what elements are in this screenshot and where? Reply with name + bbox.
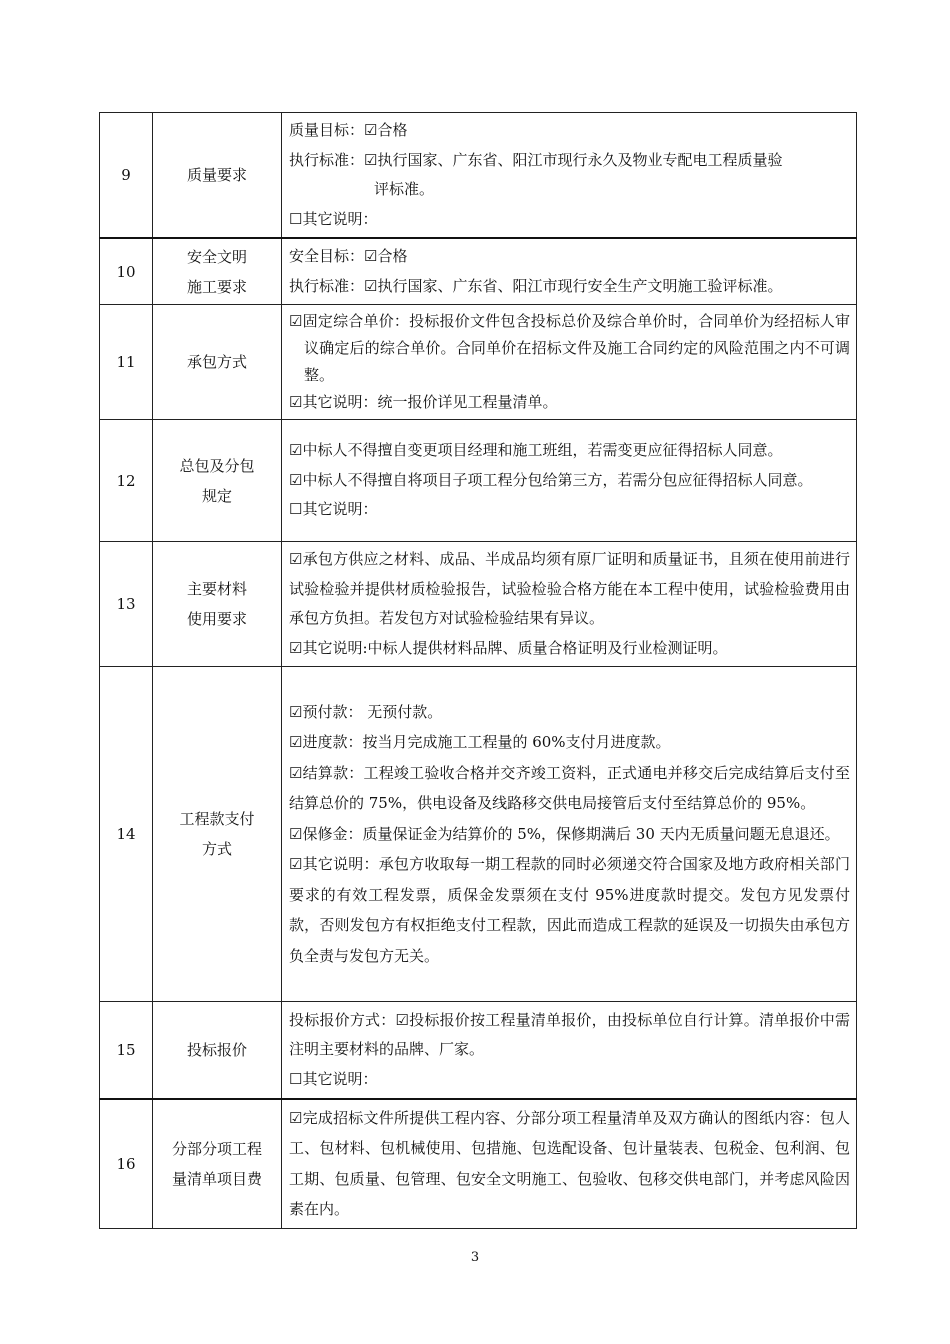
content-line: ☑其它说明：统一报价详见工程量清单。 (289, 393, 558, 411)
row-title-line: 投标报价 (186, 1040, 247, 1059)
content-line: ☑固定综合单价：投标报价文件包含投标总价及综合单价时，合同单价为经招标人审议确定后的综合单价。合同单价在招标文件及施工合同约定的风险范围之内不可调整。 (289, 312, 850, 384)
content-line: ☑中标人不得擅自将项目子项工程分包给第三方，若需分包应征得招标人同意。 (289, 470, 813, 489)
content-line: ☑承包方供应之材料、成品、半成品均须有原厂证明和质量证书，且须在使用前进行试验检验并提供材质检验报告，试验检验合格方能在本工程中使用，试验检验费用由承包方负担。若发包方对试验检验结果有异议。 (289, 550, 850, 627)
row-number: 9 (100, 113, 153, 239)
content-line: ☑中标人不得擅自变更项目经理和施工班组，若需变更应征得招标人同意。 (289, 441, 783, 460)
row-content (282, 1002, 857, 1099)
row-title-line: 规定 (201, 486, 232, 505)
content-line: ☑预付款： 无预付款。 (289, 702, 443, 721)
row-title-line: 安全文明 (186, 247, 247, 266)
content-line: ☑保修金：质量保证金为结算价的 5%，保修期满后 30 天内无质量问题无息退还。 (289, 824, 840, 843)
row-content (282, 238, 857, 305)
content-line: ☑其它说明:中标人提供材料品牌、质量合格证明及行业检测证明。 (289, 638, 728, 657)
row-title (153, 1002, 282, 1099)
row-title-line: 质量要求 (186, 166, 247, 184)
row-content (282, 113, 857, 239)
row-number: 10 (100, 238, 153, 305)
content-line: ☑结算款：工程竣工验收合格并交齐竣工资料，正式通电并移交后完成结算后支付至结算总价的 75%，供电设备及线路移交供电局接管后支付至结算总价的 95%。 (289, 763, 850, 813)
page-number: 3 (470, 1250, 480, 1265)
row-number: 15 (100, 1002, 153, 1099)
row-title (153, 238, 282, 305)
row-title (153, 1099, 282, 1229)
row-title-line: 方式 (201, 840, 232, 858)
table-row (100, 667, 857, 1002)
content-line: ☐其它说明： (289, 209, 378, 228)
content-line: 安全目标：☑合格 (289, 247, 408, 265)
table-row (100, 542, 857, 667)
row-title (153, 420, 282, 542)
row-title (153, 667, 282, 1002)
row-title (153, 113, 282, 239)
row-content (282, 542, 857, 667)
table-row (100, 238, 857, 305)
content-line: 质量目标：☑合格 (289, 121, 408, 139)
row-content (282, 420, 857, 542)
row-number: 13 (100, 542, 153, 667)
content-line: ☐其它说明： (289, 500, 378, 519)
table-row (100, 1002, 857, 1099)
row-title-line: 使用要求 (186, 610, 247, 628)
content-line: ☐其它说明： (289, 1069, 378, 1088)
content-line: 执行标准：☑执行国家、广东省、阳江市现行安全生产文明施工验评标准。 (289, 276, 783, 295)
row-title-line: 工程款支付 (179, 810, 255, 828)
row-content (282, 667, 857, 1002)
content-line: ☑进度款：按当月完成施工工程量的 60%支付月进度款。 (289, 733, 671, 752)
row-title (153, 305, 282, 420)
requirements-table (99, 112, 857, 1229)
row-title-line: 分部分项工程 (171, 1139, 262, 1158)
content-line: 评标准。 (374, 180, 435, 198)
row-title-line: 主要材料 (186, 580, 247, 598)
row-number: 12 (100, 420, 153, 542)
row-title-line: 总包及分包 (179, 456, 255, 475)
row-title-line: 量清单项目费 (171, 1169, 262, 1188)
table-row (100, 113, 857, 239)
row-title-line: 承包方式 (186, 353, 247, 371)
content-line: ☑完成招标文件所提供工程内容、分部分项工程量清单及双方确认的图纸内容：包人工、包材料、包机械使用、包措施、包选配设备、包计量装表、包税金、包利润、包工期、包质量、包管理、包安全文明施工、包验收、包移交供电部门，并考虑风险因素在内。 (289, 1108, 850, 1219)
row-title-line: 施工要求 (186, 277, 247, 296)
table-row (100, 420, 857, 542)
table-row (100, 305, 857, 420)
row-number: 11 (100, 305, 153, 420)
row-title (153, 542, 282, 667)
content-line: 执行标准：☑执行国家、广东省、阳江市现行永久及物业专配电工程质量验 (289, 150, 783, 169)
row-number: 16 (100, 1099, 153, 1229)
row-number: 14 (100, 667, 153, 1002)
content-line: ☑其它说明：承包方收取每一期工程款的同时必须递交符合国家及地方政府相关部门要求的有效工程发票，质保金发票须在支付 95%进度款时提交。发包方见发票付款，否则发包方有权拒绝支付工程款，因此而造成工程款的延误及一切损失由承包方负全责与发包方无关。 (289, 855, 850, 965)
row-content (282, 305, 857, 420)
content-line: 投标报价方式：☑投标报价按工程量清单报价，由投标单位自行计算。清单报价中需注明主要材料的品牌、厂家。 (289, 1010, 850, 1058)
row-content (282, 1099, 857, 1229)
table-row (100, 1099, 857, 1229)
